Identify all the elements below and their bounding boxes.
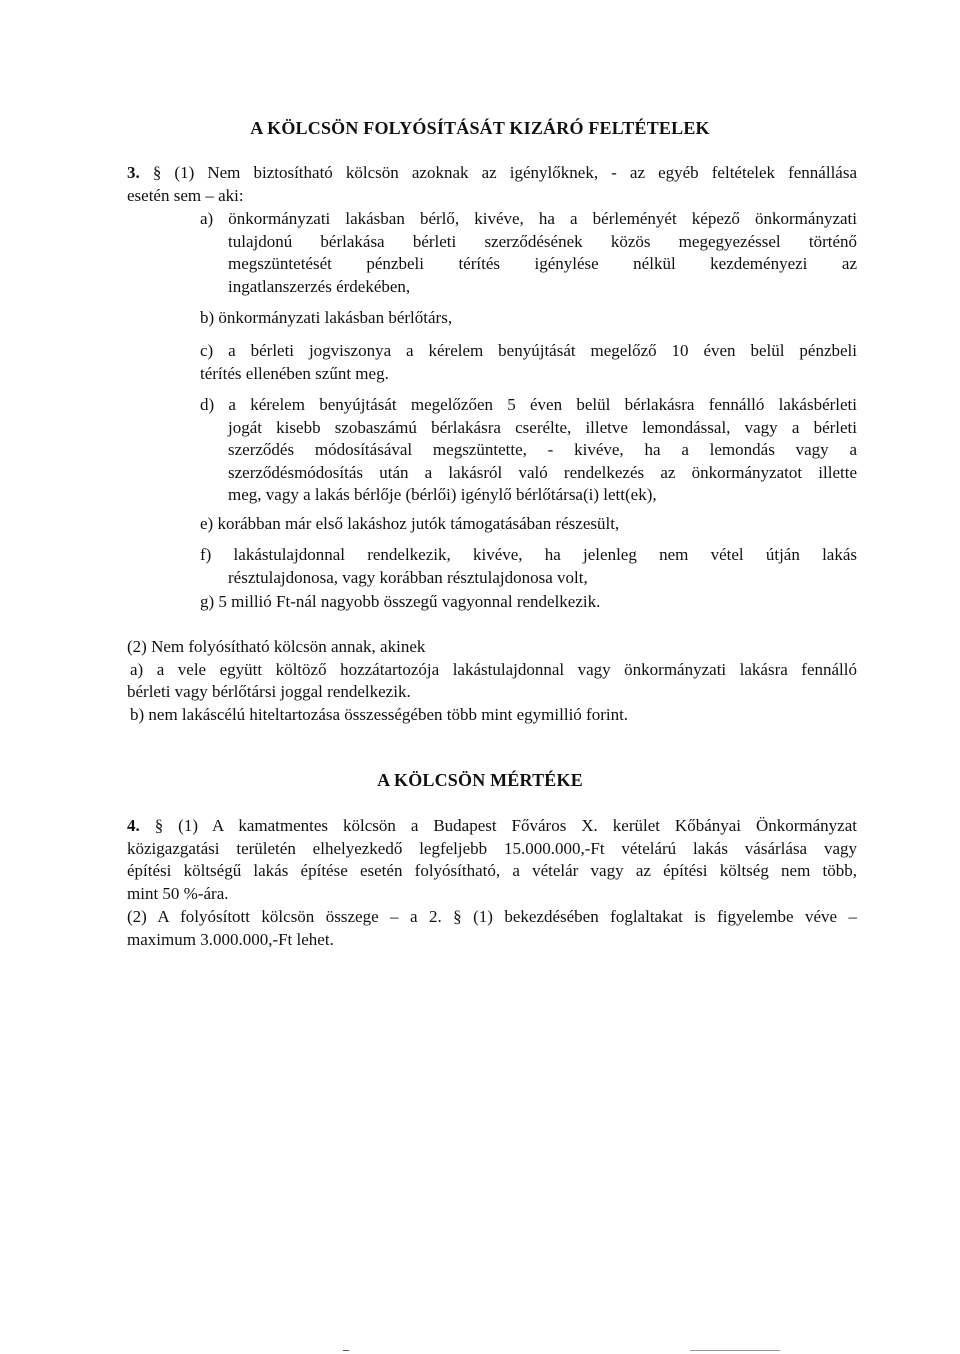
section4-p2-line: maximum 3.000.000,-Ft lehet. <box>127 929 334 949</box>
item-d-line: d) a kérelem benyújtását megelőzően 5 éven belül bérlakásra fennálló lakásbérleti <box>200 395 857 414</box>
section-number: 4. <box>127 816 140 835</box>
item-a <box>200 208 857 298</box>
section3-intro-line1 <box>127 162 857 185</box>
scan-mark <box>343 1350 349 1351</box>
item-g-line: g) 5 millió Ft-nál nagyobb összegű vagyonnal rendelkezik. <box>200 592 601 611</box>
item-d-line: szerződésmódosítás után a lakásról való rendelkezés az önkormányzatot illette <box>228 462 857 482</box>
item-c-line: c) a bérleti jogviszonya a kérelem benyújtását megelőző 10 éven belül pénzbeli <box>200 341 857 360</box>
item-d <box>200 394 857 507</box>
section4-p1-line: közigazgatási területén elhelyezkedő legfeljebb 15.000.000,-Ft vételárú lakás vásárlása vagy <box>127 838 857 858</box>
paragraph-2-line: b) nem lakáscélú hiteltartozása összességében több mint egymillió forint. <box>130 704 629 724</box>
section3-intro <box>127 162 857 207</box>
section4-p1-line1 <box>127 815 857 838</box>
item-c-line: térítés ellenében szűnt meg. <box>200 363 389 383</box>
item-f <box>200 544 857 589</box>
section4-p1-line: mint 50 %-ára. <box>127 883 229 903</box>
paragraph-2-line: (2) Nem folyósítható kölcsön annak, akinek <box>127 637 426 656</box>
item-b-line: b) önkormányzati lakásban bérlőtárs, <box>200 308 453 327</box>
scan-mark <box>690 1350 780 1351</box>
item-d-line: szerződés módosításával megszüntette, - kivéve, ha a lemondás vagy a <box>228 440 857 459</box>
p1-text: § (1) A kamatmentes kölcsön a Budapest Főváros X. kerület Kőbányai Önkormányzat <box>154 816 857 835</box>
section-number: 3. <box>127 163 140 182</box>
item-a-line: ingatlanszerzés érdekében, <box>228 276 411 296</box>
item-a-line: a) önkormányzati lakásban bérlő, kivéve, ha a bérleményét képező önkormányzati <box>200 209 857 228</box>
section-heading-loan-amount: A KÖLCSÖN MÉRTÉKE <box>377 770 583 790</box>
intro-text: § (1) Nem biztosítható kölcsön azoknak az igénylőknek, - az egyéb feltételek fennállása <box>152 163 857 182</box>
section4-p1-line: építési költségű lakás építése esetén folyósítható, a vételár vagy az építési költség nem több, <box>127 861 857 880</box>
item-g <box>200 591 857 614</box>
item-d-line: meg, vagy a lakás bérlője (bérlői) igénylő bérlőtársa(i) lett(ek), <box>228 485 657 504</box>
section-heading-exclusions: A KÖLCSÖN FOLYÓSÍTÁSÁT KIZÁRÓ FELTÉTELEK <box>250 118 710 138</box>
item-f-line: f) lakástulajdonnal rendelkezik, kivéve, ha jelenleg nem vétel útján lakás <box>200 545 857 564</box>
paragraph-2-line: a) a vele együtt költöző hozzátartozója lakástulajdonnal vagy önkormányzati lakásra fennálló <box>130 659 857 679</box>
item-e <box>200 513 857 536</box>
section4-p2-line: (2) A folyósított kölcsön összege – a 2. § (1) bekezdésében foglaltakat is figyelembe véve – <box>127 907 857 926</box>
item-f-line: résztulajdonosa, vagy korábban résztulajdonosa volt, <box>228 567 588 587</box>
item-c <box>200 340 857 385</box>
section4-paragraph-2 <box>127 906 857 951</box>
item-d-line: jogát kisebb szobaszámú bérlakásra cserélte, illetve lemondással, vagy a bérleti <box>228 417 857 437</box>
section3-intro-line2: esetén sem – aki: <box>127 185 244 205</box>
item-a-line: megszüntetését pénzbeli térítés igénylése nélkül kezdeményezi az <box>228 254 857 273</box>
item-a-line: tulajdonú bérlakása bérleti szerződésének közös megegyezéssel történő <box>228 231 857 251</box>
item-e-line: e) korábban már első lakáshoz jutók támogatásában részesült, <box>200 514 620 533</box>
section3-paragraph-2 <box>127 636 857 726</box>
item-b <box>200 307 857 330</box>
section4-paragraph-1 <box>127 815 857 905</box>
paragraph-2-line: bérleti vagy bérlőtársi joggal rendelkezik. <box>127 682 411 701</box>
